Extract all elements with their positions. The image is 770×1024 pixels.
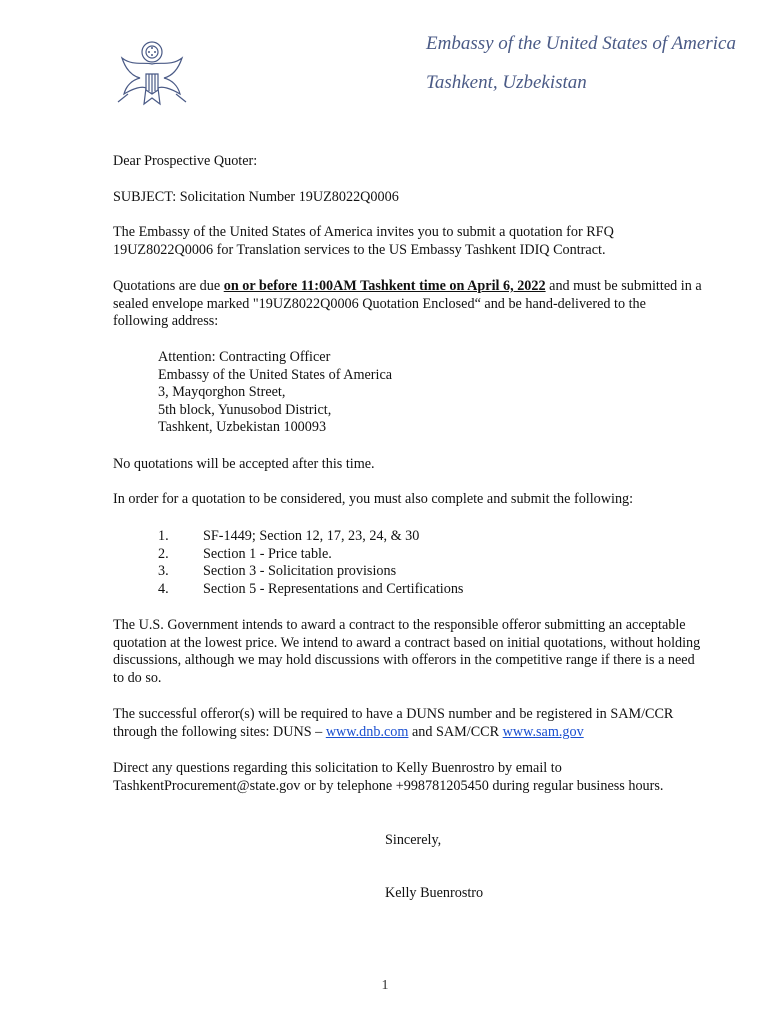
salutation: Dear Prospective Quoter: — [113, 153, 258, 169]
due-paragraph — [113, 278, 703, 331]
list-text: SF-1449; Section 12, 17, 23, 24, & 30 — [203, 528, 420, 544]
duns-link[interactable]: www.dnb.com — [325, 723, 409, 740]
address-line: 5th block, Yunusobod District, — [158, 401, 332, 418]
due-deadline: on or before 11:00AM Tashkent time on April 6, 2022 — [223, 278, 546, 294]
due-suffix: and must be submitted in a sealed envelope marked "19UZ8022Q0006 Quotation Enclosed“ and be hand-delivered to the following address: — [113, 278, 702, 330]
award-paragraph: The U.S. Government intends to award a contract to the responsible offeror submitting an acceptable quotation at the lowest price. We intend to award a contract based on initial quotations, without holding discussions, although we may hold discussions with offerors in the competitive range if there is a need to do so. — [113, 617, 701, 686]
great-seal-eagle-icon — [114, 36, 190, 112]
registration-text: The successful offeror(s) will be required to have a DUNS number and be registered in SAM/CCR through the following sites: DUNS – — [113, 706, 674, 740]
list-item — [158, 581, 578, 599]
list-number: 2. — [158, 545, 169, 562]
requirements-list — [158, 528, 578, 598]
address-line: Embassy of the United States of America — [158, 366, 393, 383]
letterhead-city: Tashkent, Uzbekistan — [426, 72, 587, 93]
address-line: Attention: Contracting Officer — [158, 349, 331, 365]
contact-paragraph: Direct any questions regarding this solicitation to Kelly Buenrostro by email to TashkentProcurement@state.gov or by telephone +998781205450 during regular business hours. — [113, 760, 664, 794]
list-number: 1. — [158, 528, 169, 544]
list-item — [158, 563, 578, 581]
list-item — [158, 528, 578, 546]
closing: Sincerely, — [385, 832, 442, 848]
list-text: Section 3 - Solicitation provisions — [203, 563, 397, 580]
list-text: Section 1 - Price table. — [203, 545, 332, 562]
list-number: 4. — [158, 580, 169, 597]
signer-name: Kelly Buenrostro — [385, 885, 484, 901]
registration-paragraph — [113, 706, 703, 741]
letterhead-embassy-name: Embassy of the United States of America — [426, 33, 736, 54]
list-number: 3. — [158, 563, 169, 580]
page-number: 1 — [381, 978, 389, 993]
order-intro: In order for a quotation to be considered, you must also complete and submit the following: — [113, 491, 634, 507]
list-text: Section 5 - Representations and Certifications — [203, 580, 464, 597]
no-late-notice: No quotations will be accepted after this time. — [113, 456, 375, 472]
sam-link[interactable]: www.sam.gov — [502, 723, 584, 740]
intro-paragraph: The Embassy of the United States of America invites you to submit a quotation for RFQ 19UZ8022Q0006 for Translation services to the US Embassy Tashkent IDIQ Contract. — [113, 224, 614, 258]
mailing-address — [158, 349, 558, 437]
registration-middle: and SAM/CCR — [408, 723, 503, 740]
due-prefix: Quotations are due — [113, 278, 224, 294]
address-line: Tashkent, Uzbekistan 100093 — [158, 419, 327, 436]
address-line: 3, Mayqorghon Street, — [158, 384, 286, 401]
subject-line: SUBJECT: Solicitation Number 19UZ8022Q0006 — [113, 189, 399, 205]
list-item — [158, 546, 578, 564]
